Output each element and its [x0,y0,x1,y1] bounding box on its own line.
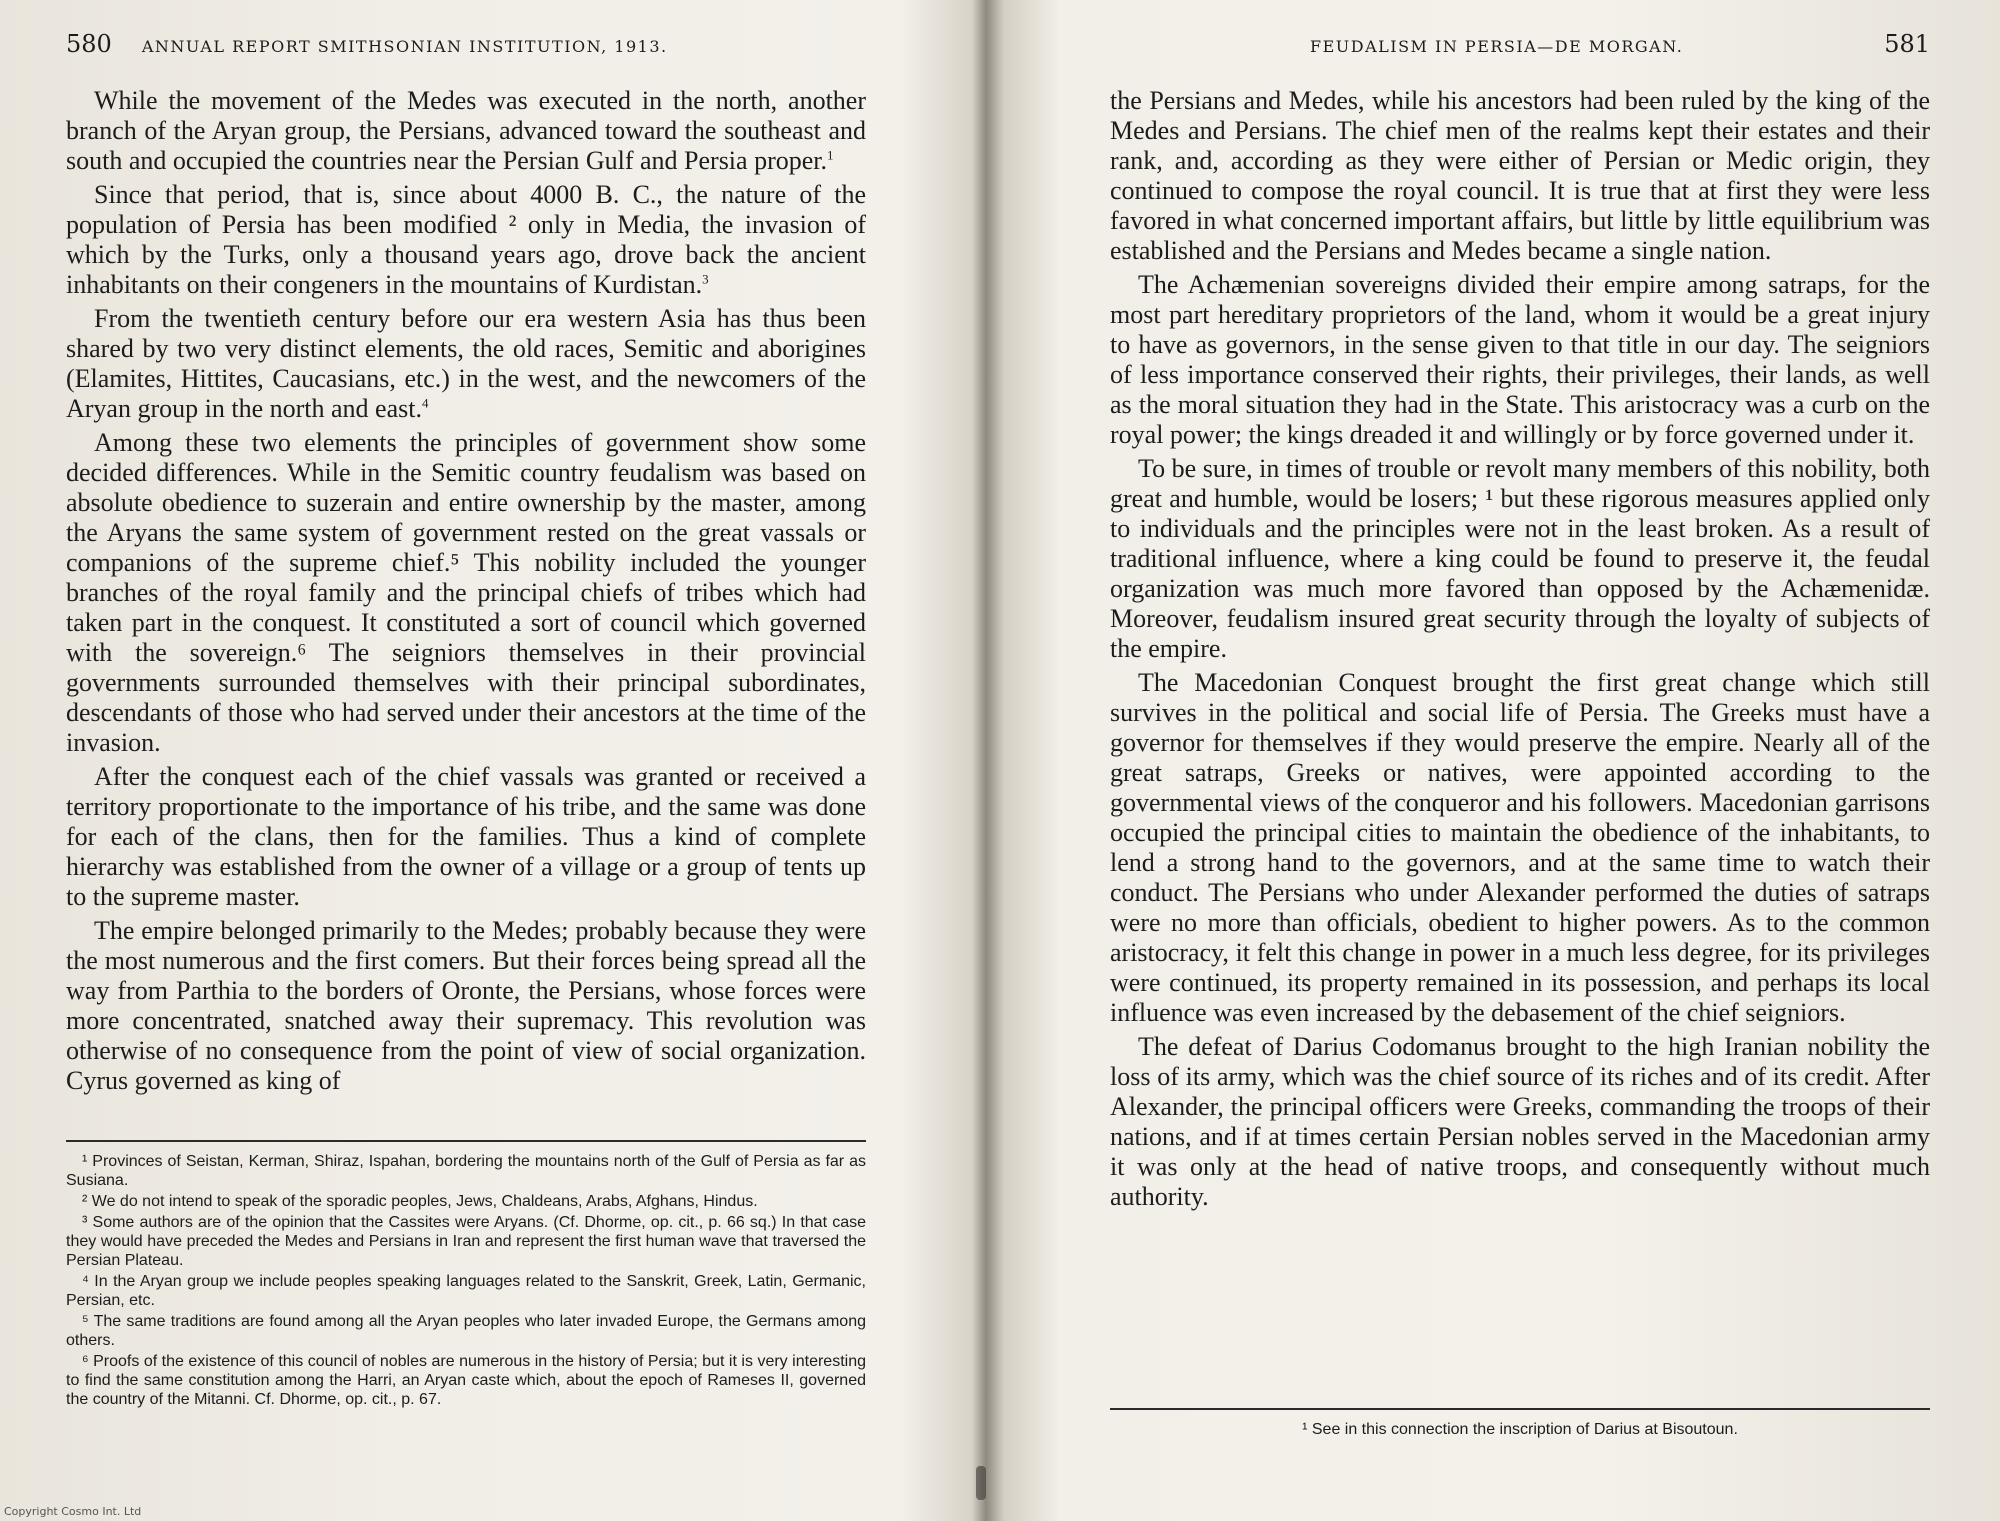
left-body-text [66,86,866,1096]
right-paragraph: The Achæmenian sovereigns divided their empire among satraps, for the most part hereditary proprietors of the land, whom it would be a great injury to have as governors, in the sense given to that title in our day. The seigniors of less importance conserved their rights, their privileges, their lands, as well as the moral situation they had in the State. This aristocracy was a curb on the royal power; the kings dreaded it and willingly or by force governed under it. [1110,270,1930,449]
footnote: ¹ Provinces of Seistan, Kerman, Shiraz, Ispahan, bordering the mountains north of the Gulf of Persia as far as Susiana. [66,1153,866,1189]
right-body-text [1110,86,1930,1212]
right-running-header [1110,30,1930,70]
left-paragraph: The empire belonged primarily to the Medes; probably because they were the most numerous and the first comers. But their forces being spread all the way from Parthia to the borders of Oronte, the Persians, whose forces were more concentrated, snatched away their supremacy. This revolution was otherwise of no consequence from the point of view of social organization. Cyrus governed as king of [66,916,866,1095]
right-paragraph: To be sure, in times of trouble or revolt many members of this nobility, both great and humble, would be losers; ¹ but these rigorous measures applied only to individuals and the principles were not in the least broken. As a result of traditional influence, where a king could be found to preserve it, the feudal organization was much more favored than opposed by the Achæmenidæ. Moreover, feudalism insured great security through the loyalty of subjects of the empire. [1110,454,1930,663]
footnote: ⁴ In the Aryan group we include peoples speaking languages related to the Sanskrit, Greek, Latin, Germanic, Persian, etc. [66,1273,866,1309]
footnote: ⁵ The same traditions are found among all the Aryan peoples who later invaded Europe, the Germans among others. [66,1313,866,1349]
footnote: ³ Some authors are of the opinion that the Cassites were Aryans. (Cf. Dhorme, op. cit., p. 66 sq.) In that case they would have preceded the Medes and Persians in Iran and represent the first human wave that traversed the Persian Plateau. [66,1214,866,1269]
footnote: ¹ See in this connection the inscription of Darius at Bisoutoun. [1302,1421,1738,1438]
right-paragraph: The Macedonian Conquest brought the first great change which still survives in the political and social life of Persia. The Greeks must have a governor for themselves if they would preserve the empire. Nearly all of the great satraps, Greeks or natives, were appointed according to the governmental views of the conqueror and his followers. Macedonian garrisons occupied the principal cities to maintain the obedience of the inhabitants, to lend a strong hand to the governors, and at the same time to watch their conduct. The Persians who under Alexander performed the duties of satraps were no more than officials, obedient to higher powers. As to the common aristocracy, it felt this change in power in a much less degree, for its privileges were continued, its property remained in its possession, and perhaps its local influence was even increased by the debasement of the chief seigniors. [1110,668,1930,1027]
left-page-number: 580 [66,30,112,58]
footnote: ² We do not intend to speak of the sporadic peoples, Jews, Chaldeans, Arabs, Afghans, Hindus. [82,1193,758,1210]
right-page-number: 581 [1884,30,1930,58]
binding-mark [976,1466,986,1500]
right-running-head: FEUDALISM IN PERSIA—DE MORGAN. [1310,37,1684,56]
footnote: ⁶ Proofs of the existence of this council of nobles are numerous in the history of Persia; but it is very interesting to find the same constitution among the Harri, an Aryan caste which, about the epoch of Rameses II, governed the country of the Mitanni. Cf. Dhorme, op. cit., p. 67. [66,1353,866,1408]
right-footnotes [1110,1408,1930,1441]
left-running-head: ANNUAL REPORT SMITHSONIAN INSTITUTION, 1913. [141,37,668,56]
copyright-notice: Copyright Cosmo Int. Ltd [4,1505,142,1518]
left-footnotes [66,1140,866,1411]
right-paragraph: the Persians and Medes, while his ancestors had been ruled by the king of the Medes and Persians. The chief men of the realms kept their estates and their rank, and, according as they were either of Persian or Medic origin, they continued to compose the royal council. It is true that at first they were less favored in what concerned important affairs, but little by little equilibrium was established and the Persians and Medes became a single nation. [1110,86,1930,265]
right-page [1110,30,1930,1438]
left-page [66,30,866,1408]
left-paragraph: After the conquest each of the chief vassals was granted or received a territory proportionate to the importance of his tribe, and the same was done for each of the clans, then for the families. Thus a kind of complete hierarchy was established from the owner of a village or a group of tents up to the supreme master. [66,762,866,911]
left-paragraph: From the twentieth century before our era western Asia has thus been shared by two very distinct elements, the old races, Semitic and aborigines (Elamites, Hittites, Caucasians, etc.) in the west, and the newcomers of the Aryan group in the north and east.$^4$ [66,304,866,423]
left-paragraph: While the movement of the Medes was executed in the north, another branch of the Aryan group, the Persians, advanced toward the southeast and south and occupied the countries near the Persian Gulf and Persia proper.$^1$ [66,86,866,175]
left-paragraph: Among these two elements the principles of government show some decided differences. While in the Semitic country feudalism was based on absolute obedience to suzerain and entire ownership by the master, among the Aryans the same system of government rested on the great vassals or companions of the supreme chief.⁵ This nobility included the younger branches of the royal family and the principal chiefs of tribes which had taken part in the conquest. It constituted a sort of council which governed with the sovereign.⁶ The seigniors themselves in their provincial governments surrounded themselves with their principal subordinates, descendants of those who had served under their ancestors at the time of the invasion. [66,428,866,757]
right-paragraph: The defeat of Darius Codomanus brought to the high Iranian nobility the loss of its army, which was the chief source of its riches and of its credit. After Alexander, the principal officers were Greeks, commanding the troops of their nations, and if at times certain Persian nobles served in the Macedonian army it was only at the head of native troops, and consequently without much authority. [1110,1032,1930,1211]
left-running-header [66,30,866,70]
left-paragraph: Since that period, that is, since about 4000 B. C., the nature of the population of Persia has been modified ² only in Media, the invasion of which by the Turks, only a thousand years ago, drove back the ancient inhabitants on their congeners in the mountains of Kurdistan.$^3$ [66,180,866,299]
